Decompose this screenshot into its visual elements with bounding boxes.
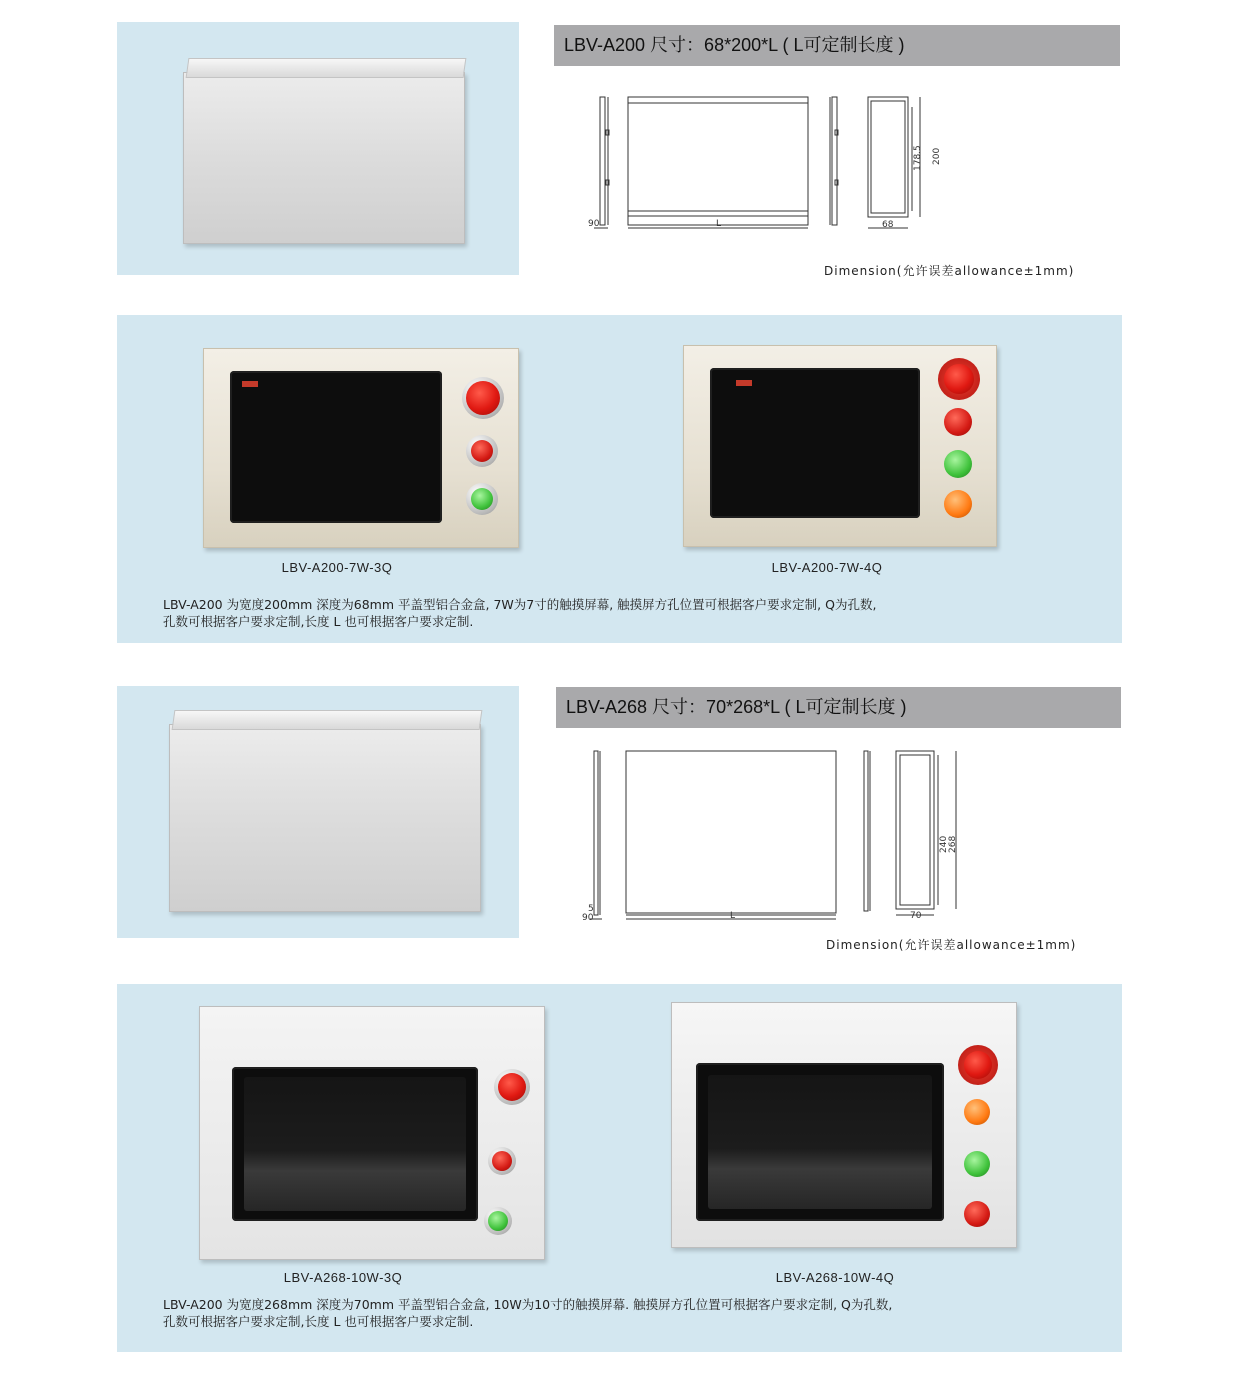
dim-label-inner-height: 240 (939, 835, 949, 853)
green-lamp-button (944, 450, 972, 478)
dim-label-outer-height: 200 (932, 147, 942, 165)
touch-screen (230, 371, 442, 523)
red-lamp-button (471, 440, 493, 462)
emergency-stop-button (944, 364, 974, 394)
touch-screen (232, 1067, 478, 1221)
green-lamp-button (964, 1151, 990, 1177)
description-a200-line2: 孔数可根据客户要求定制,长度 L 也可根据客户要求定制. (163, 614, 474, 629)
orange-lamp-button (944, 490, 972, 518)
side-profile-right (830, 97, 838, 225)
dim-label-side-lip: 5 (588, 904, 594, 914)
dimension-note-a200: Dimension(允许误差allowance±1mm) (824, 264, 1075, 278)
caption-a268-10w-3q: LBV-A268-10W-3Q (283, 1270, 403, 1285)
dim-label-side-depth: 90 (582, 913, 594, 923)
description-a200-line1: LBV-A200 为宽度200mm 深度为68mm 平盖型铝合金盒, 7W为7寸的触摸屏幕, 触摸屏方孔位置可根据客户要求定制, Q为孔数, (163, 597, 877, 612)
enclosure-a268-top-edge (172, 710, 483, 730)
side-profile-left (590, 751, 602, 919)
dimension-note-a268: Dimension(允许误差allowance±1mm) (826, 938, 1077, 952)
green-lamp-button (488, 1211, 508, 1231)
dim-label-outer-height: 268 (948, 835, 958, 853)
screen-glass (708, 1075, 932, 1209)
dim-label-inner-height: 178.5 (913, 145, 923, 171)
product-photo-panel-a268 (117, 686, 519, 938)
emergency-stop-button (498, 1073, 526, 1101)
section-header-a268: LBV-A268 尺寸：70*268*L ( L可定制长度 ) (556, 687, 1121, 728)
dim-label-length: L (716, 219, 722, 229)
front-view (628, 97, 808, 228)
dimension-drawing-a200 (580, 85, 960, 235)
brand-logo-icon (736, 380, 752, 386)
dimension-drawing-a268 (580, 745, 970, 925)
red-lamp-button (944, 408, 972, 436)
end-section-view (896, 751, 956, 915)
side-profile-right (864, 751, 870, 911)
dim-label-length: L (730, 911, 736, 921)
green-lamp-button (471, 488, 493, 510)
orange-lamp-button (964, 1099, 990, 1125)
description-a268-line1: LBV-A200 为宽度268mm 深度为70mm 平盖型铝合金盒, 10W为10寸的触摸屏幕. 触摸屏方孔位置可根据客户要求定制, Q为孔数, (163, 1297, 893, 1312)
red-lamp-button (492, 1151, 512, 1171)
enclosure-a268-10w-3q (199, 1006, 545, 1260)
product-photo-panel-a200 (117, 22, 519, 275)
description-a268-line2: 孔数可根据客户要求定制,长度 L 也可根据客户要求定制. (163, 1314, 474, 1329)
enclosure-a200-photo (183, 72, 465, 244)
dim-label-side-depth: 90 (588, 219, 600, 229)
screen-glass (244, 1077, 466, 1211)
emergency-stop-button (466, 381, 500, 415)
touch-screen (696, 1063, 944, 1221)
side-profile-left (594, 97, 609, 228)
enclosure-a268-10w-4q (671, 1002, 1017, 1248)
caption-a200-7w-4q: LBV-A200-7W-4Q (771, 560, 883, 575)
caption-a268-10w-4q: LBV-A268-10W-4Q (775, 1270, 895, 1285)
enclosure-a268-photo (169, 724, 481, 912)
variants-panel-a200 (117, 315, 1122, 643)
enclosure-a200-top-edge (186, 58, 467, 78)
brand-logo-icon (242, 381, 258, 387)
section-header-a200: LBV-A200 尺寸：68*200*L ( L可定制长度 ) (554, 25, 1120, 66)
caption-a200-7w-3q: LBV-A200-7W-3Q (281, 560, 393, 575)
enclosure-a200-7w-3q (203, 348, 519, 548)
red-lamp-button (964, 1201, 990, 1227)
front-view (626, 751, 836, 919)
dim-label-width: 70 (910, 911, 922, 921)
variants-panel-a268 (117, 984, 1122, 1352)
emergency-stop-button (964, 1051, 992, 1079)
dim-label-width: 68 (882, 220, 894, 230)
touch-screen (710, 368, 920, 518)
enclosure-a200-7w-4q (683, 345, 997, 547)
